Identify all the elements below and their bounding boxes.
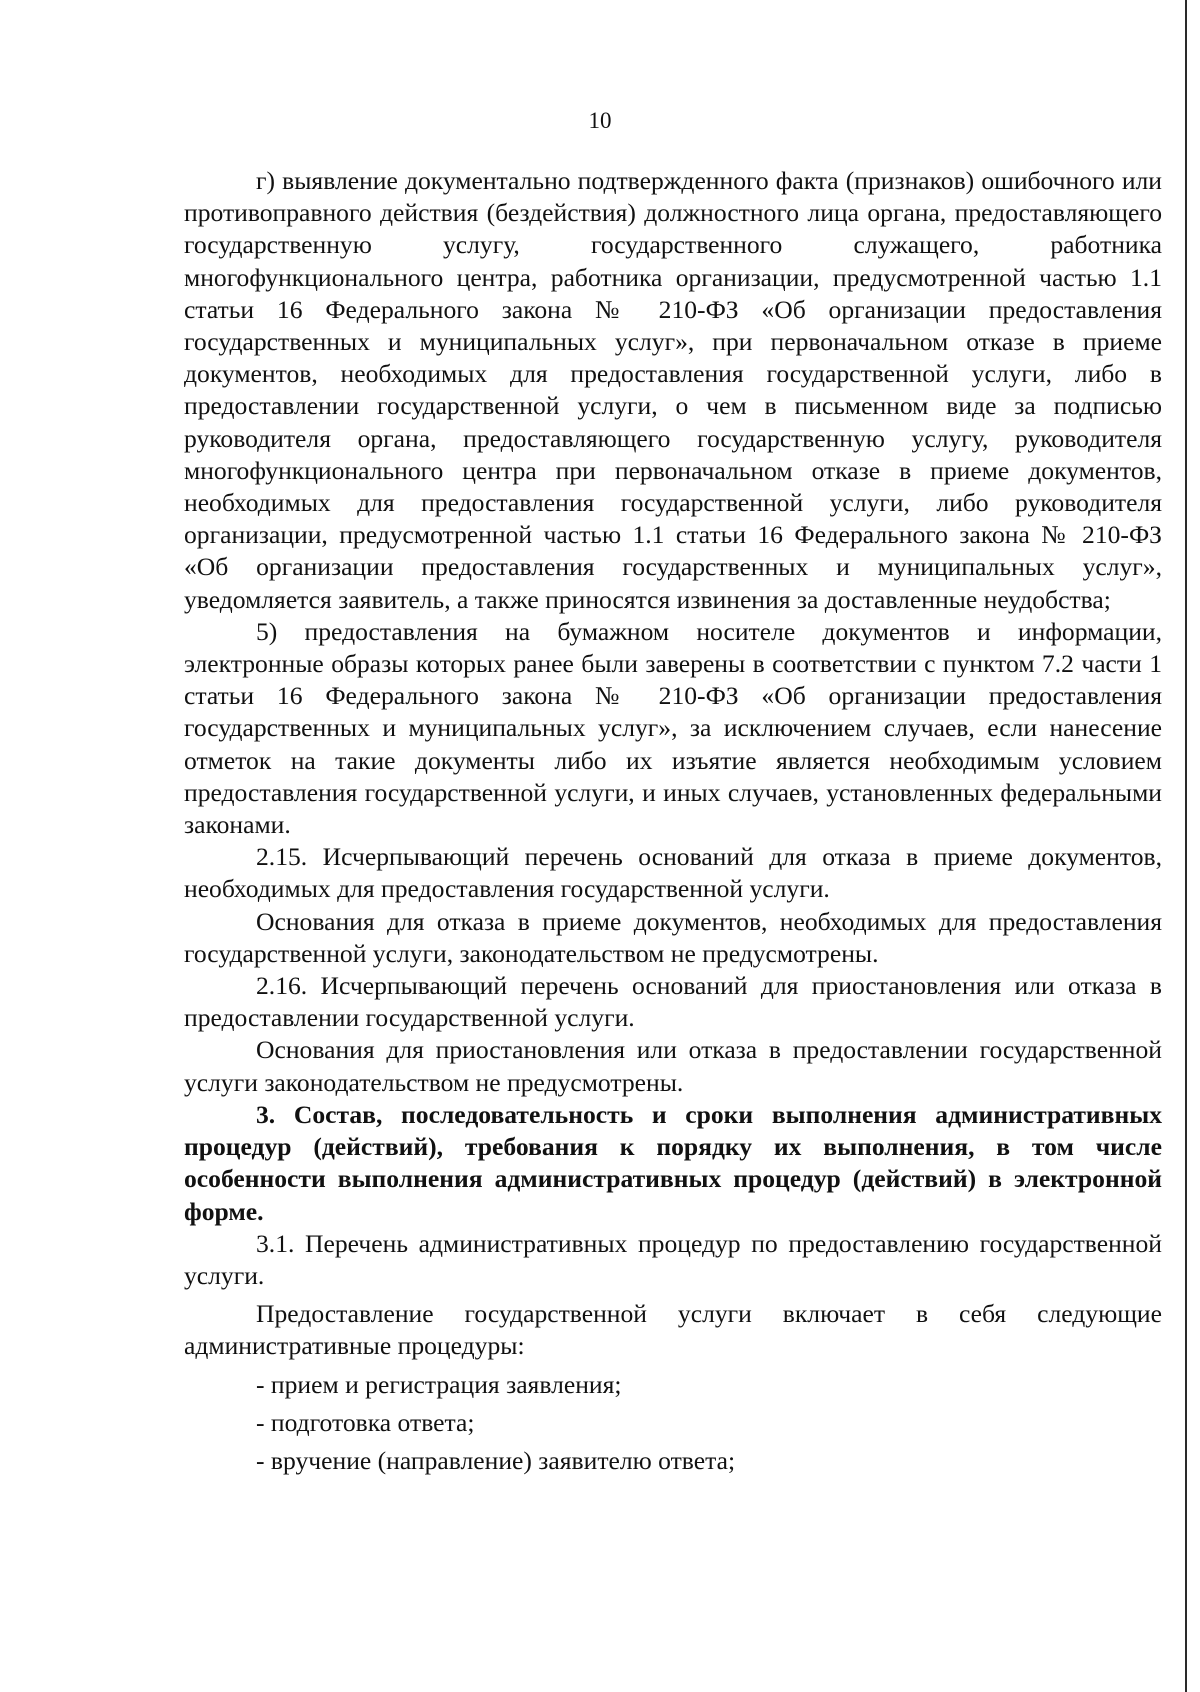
page-number: 10 — [588, 108, 612, 133]
scan-edge-line — [1185, 0, 1187, 1692]
section-2-15: 2.15. Исчерпывающий перечень оснований для отказа в приеме документов, необходимых для предоставления государственной услуги. — [184, 842, 1162, 904]
paragraph-procedures-intro: Предоставление государственной услуги включает в себя следующие административные процедуры: — [184, 1299, 1162, 1361]
list-item: - подготовка ответа; — [256, 1407, 475, 1437]
list-item: - вручение (направление) заявителю ответа; — [256, 1445, 736, 1475]
paragraph-g: г) выявление документально подтвержденного факта (признаков) ошибочного или противоправного действия (бездействия) должностного лица органа, предоставляющего государственную услугу, государственного служащего, работника многофункционального центра, работника организации, предусмотренной частью 1.1 статьи 16 Федерального закона № 210-ФЗ «Об организации предоставления государственных и муниципальных услуг», при первоначальном отказе в приеме документов, необходимых для предоставления государственной услуги, либо в предоставлении государственной услуги, о чем в письменном виде за подписью руководителя органа, предоставляющего государственную услугу, руководителя многофункционального центра при первоначальном отказе в приеме документов, необходимых для предоставления государственной услуги, либо руководителя организации, предусмотренной частью 1.1 статьи 16 Федерального закона № 210-ФЗ «Об организации предоставления государственных и муниципальных услуг», уведомляется заявитель, а также приносятся извинения за доставленные неудобства; — [184, 166, 1162, 614]
section-3-heading: 3. Состав, последовательность и сроки выполнения административных процедур (действий), требования к порядку их выполнения, в том числе особенности выполнения административных процедур (действий) в электронной форме. — [184, 1099, 1162, 1226]
paragraph-refusal-grounds: Основания для отказа в приеме документов, необходимых для предоставления государственной услуги, законодательством не предусмотрены. — [184, 906, 1162, 968]
paragraph-suspension-grounds: Основания для приостановления или отказа в предоставлении государственной услуги законодательством не предусмотрены. — [184, 1035, 1162, 1097]
document-body — [184, 165, 1162, 1477]
paragraph-5: 5) предоставления на бумажном носителе документов и информации, электронные образы которых ранее были заверены в соответствии с пунктом 7.2 части 1 статьи 16 Федерального закона № 210-ФЗ «Об организации предоставления государственных и муниципальных услуг», за исключением случаев, если нанесение отметок на такие документы либо их изъятие является необходимым условием предоставления государственной услуги, и иных случаев, установленных федеральными законами. — [184, 616, 1162, 840]
list-item: - прием и регистрация заявления; — [256, 1369, 622, 1399]
section-2-16: 2.16. Исчерпывающий перечень оснований для приостановления или отказа в предоставлении государственной услуги. — [184, 971, 1162, 1033]
section-3-1: 3.1. Перечень административных процедур по предоставлению государственной услуги. — [184, 1228, 1162, 1290]
